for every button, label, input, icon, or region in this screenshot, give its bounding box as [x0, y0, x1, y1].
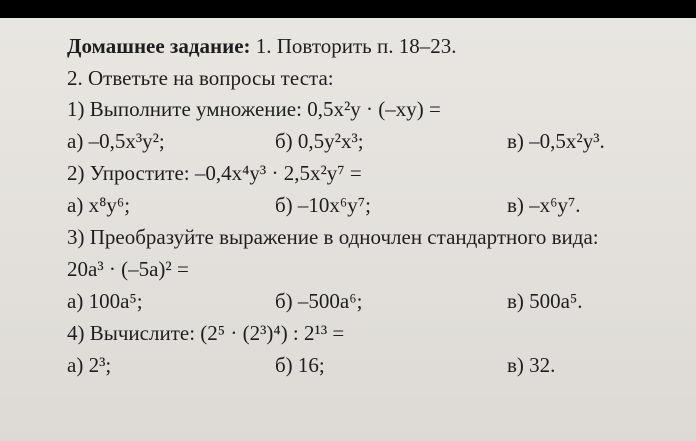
question-2-option-b: б) –10x⁶y⁷;	[275, 193, 371, 217]
question-1-prompt: 1) Выполните умножение:	[67, 97, 302, 121]
question-3-option-b: б) –500a⁶;	[275, 289, 363, 313]
question-1-option-c: в) –0,5x²y³.	[507, 129, 605, 153]
question-2-option-c: в) –x⁶y⁷.	[507, 193, 581, 217]
question-1-option-a: а) –0,5x³y²;	[67, 129, 165, 153]
question-3-option-a: а) 100a⁵;	[67, 289, 143, 313]
question-4	[67, 319, 344, 347]
question-1	[67, 95, 441, 123]
homework-task-2: 2. Ответьте на вопросы теста:	[67, 66, 334, 90]
question-1-option-b: б) 0,5y²x³;	[275, 129, 364, 153]
question-4-expression: (2⁵ · (2³)⁴) : 2¹³ =	[200, 321, 345, 345]
worksheet	[0, 18, 696, 441]
question-3-expression: 20a³ · (–5a)² =	[67, 257, 189, 281]
question-2-expression: –0,4x⁴y³ · 2,5x²y⁷ =	[194, 161, 362, 185]
question-1-expression: 0,5x²y · (–xy) =	[307, 97, 441, 121]
homework-task-1: 1. Повторить п. 18–23.	[255, 34, 457, 58]
question-3-option-c: в) 500a⁵.	[507, 289, 583, 313]
homework-line	[67, 32, 456, 60]
question-2-prompt: 2) Упростите:	[67, 161, 190, 185]
question-4-prompt: 4) Вычислите:	[67, 321, 196, 345]
question-2	[67, 159, 362, 187]
question-4-option-c: в) 32.	[507, 353, 556, 377]
question-4-option-b: б) 16;	[275, 353, 325, 377]
question-4-option-a: а) 2³;	[67, 353, 112, 377]
homework-title: Домашнее задание:	[67, 34, 251, 58]
question-2-option-a: а) x⁸y⁶;	[67, 193, 131, 217]
question-3-prompt: 3) Преобразуйте выражение в одночлен стандартного вида:	[67, 225, 599, 249]
